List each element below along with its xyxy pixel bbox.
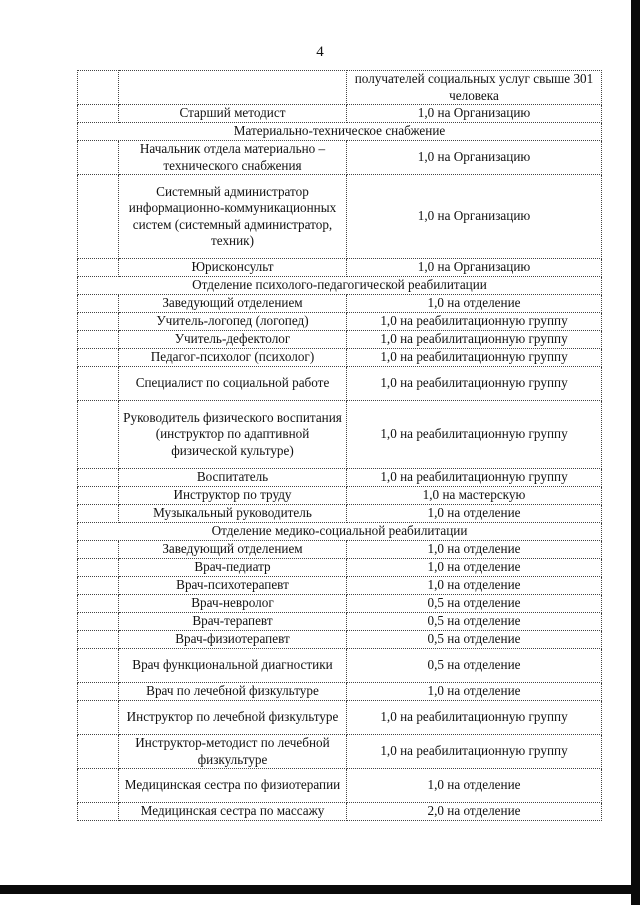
position-cell: Заведующий отделением — [119, 541, 347, 559]
table-row — [78, 649, 602, 683]
table-row — [78, 259, 602, 277]
blank-cell — [78, 487, 119, 505]
norm-cell: 1,0 на Организацию — [347, 105, 602, 123]
table-row — [78, 71, 602, 105]
table-row — [78, 613, 602, 631]
position-cell: Инструктор-методист по лечебной физкультуре — [119, 735, 347, 769]
position-cell: Системный администратор информационно-коммуникационных систем (системный администратор, техник) — [119, 175, 347, 259]
norm-cell: 1,0 на реабилитационную группу — [347, 401, 602, 469]
section-row — [78, 523, 602, 541]
position-cell: Медицинская сестра по массажу — [119, 803, 347, 821]
norm-cell: 1,0 на отделение — [347, 559, 602, 577]
position-cell: Врач-терапевт — [119, 613, 347, 631]
table-row — [78, 295, 602, 313]
norm-cell: 2,0 на отделение — [347, 803, 602, 821]
blank-cell — [78, 175, 119, 259]
blank-cell — [78, 469, 119, 487]
norm-cell: 1,0 на реабилитационную группу — [347, 331, 602, 349]
blank-cell — [78, 735, 119, 769]
norm-cell: 1,0 на реабилитационную группу — [347, 367, 602, 401]
norm-cell: 1,0 на реабилитационную группу — [347, 349, 602, 367]
position-cell: Врач-педиатр — [119, 559, 347, 577]
norm-cell: 0,5 на отделение — [347, 595, 602, 613]
blank-cell — [78, 577, 119, 595]
table-row — [78, 505, 602, 523]
scan-edge-bottom — [0, 885, 640, 894]
position-cell: Врач-физиотерапевт — [119, 631, 347, 649]
blank-cell — [78, 331, 119, 349]
blank-cell — [78, 683, 119, 701]
norm-cell: 1,0 на отделение — [347, 683, 602, 701]
table-row — [78, 577, 602, 595]
staffing-table — [77, 70, 602, 821]
table-row — [78, 595, 602, 613]
table-row — [78, 401, 602, 469]
table-row — [78, 631, 602, 649]
norm-cell: 1,0 на отделение — [347, 769, 602, 803]
position-cell: Врач-психотерапевт — [119, 577, 347, 595]
table-row — [78, 701, 602, 735]
norm-cell: 1,0 на отделение — [347, 505, 602, 523]
blank-cell — [78, 595, 119, 613]
blank-cell — [78, 71, 119, 105]
section-row — [78, 277, 602, 295]
table-row — [78, 541, 602, 559]
section-title: Материально-техническое снабжение — [78, 123, 602, 141]
table-row — [78, 349, 602, 367]
norm-cell: 1,0 на реабилитационную группу — [347, 469, 602, 487]
table-row — [78, 735, 602, 769]
position-cell: Учитель-дефектолог — [119, 331, 347, 349]
blank-cell — [78, 701, 119, 735]
blank-cell — [78, 769, 119, 803]
position-cell: Заведующий отделением — [119, 295, 347, 313]
position-cell: Врач-невролог — [119, 595, 347, 613]
norm-cell: 1,0 на Организацию — [347, 259, 602, 277]
blank-cell — [78, 367, 119, 401]
blank-cell — [78, 141, 119, 175]
table-row — [78, 469, 602, 487]
position-cell: Старший методист — [119, 105, 347, 123]
blank-cell — [78, 613, 119, 631]
blank-cell — [78, 803, 119, 821]
position-cell — [119, 71, 347, 105]
norm-cell: 1,0 на Организацию — [347, 141, 602, 175]
position-cell: Учитель-логопед (логопед) — [119, 313, 347, 331]
position-cell: Инструктор по труду — [119, 487, 347, 505]
blank-cell — [78, 541, 119, 559]
position-cell: Медицинская сестра по физиотерапии — [119, 769, 347, 803]
position-cell: Воспитатель — [119, 469, 347, 487]
section-title: Отделение медико-социальной реабилитации — [78, 523, 602, 541]
norm-cell: 1,0 на реабилитационную группу — [347, 701, 602, 735]
norm-cell: 1,0 на мастерскую — [347, 487, 602, 505]
scan-edge-right — [631, 0, 640, 905]
norm-cell: 1,0 на реабилитационную группу — [347, 313, 602, 331]
blank-cell — [78, 295, 119, 313]
norm-cell: получателей социальных услуг свыше 301 человека — [347, 71, 602, 105]
table-row — [78, 175, 602, 259]
blank-cell — [78, 349, 119, 367]
norm-cell: 0,5 на отделение — [347, 613, 602, 631]
table-row — [78, 105, 602, 123]
table-row — [78, 487, 602, 505]
norm-cell: 0,5 на отделение — [347, 649, 602, 683]
position-cell: Музыкальный руководитель — [119, 505, 347, 523]
table-row — [78, 141, 602, 175]
norm-cell: 1,0 на отделение — [347, 577, 602, 595]
table-row — [78, 313, 602, 331]
position-cell: Врач по лечебной физкультуре — [119, 683, 347, 701]
blank-cell — [78, 313, 119, 331]
position-cell: Инструктор по лечебной физкультуре — [119, 701, 347, 735]
section-title: Отделение психолого-педагогической реабилитации — [78, 277, 602, 295]
position-cell: Юрисконсульт — [119, 259, 347, 277]
table-row — [78, 367, 602, 401]
norm-cell: 1,0 на отделение — [347, 295, 602, 313]
position-cell: Специалист по социальной работе — [119, 367, 347, 401]
table-row — [78, 803, 602, 821]
blank-cell — [78, 505, 119, 523]
blank-cell — [78, 259, 119, 277]
table-row — [78, 769, 602, 803]
norm-cell: 0,5 на отделение — [347, 631, 602, 649]
table-row — [78, 559, 602, 577]
norm-cell: 1,0 на Организацию — [347, 175, 602, 259]
position-cell: Начальник отдела материально – технического снабжения — [119, 141, 347, 175]
page-number: 4 — [316, 44, 324, 60]
blank-cell — [78, 631, 119, 649]
blank-cell — [78, 401, 119, 469]
norm-cell: 1,0 на реабилитационную группу — [347, 735, 602, 769]
section-row — [78, 123, 602, 141]
staffing-table-body — [78, 71, 602, 821]
position-cell: Врач функциональной диагностики — [119, 649, 347, 683]
table-row — [78, 331, 602, 349]
position-cell: Руководитель физического воспитания (инструктор по адаптивной физической культуре) — [119, 401, 347, 469]
norm-cell: 1,0 на отделение — [347, 541, 602, 559]
blank-cell — [78, 649, 119, 683]
table-row — [78, 683, 602, 701]
blank-cell — [78, 559, 119, 577]
blank-cell — [78, 105, 119, 123]
position-cell: Педагог-психолог (психолог) — [119, 349, 347, 367]
